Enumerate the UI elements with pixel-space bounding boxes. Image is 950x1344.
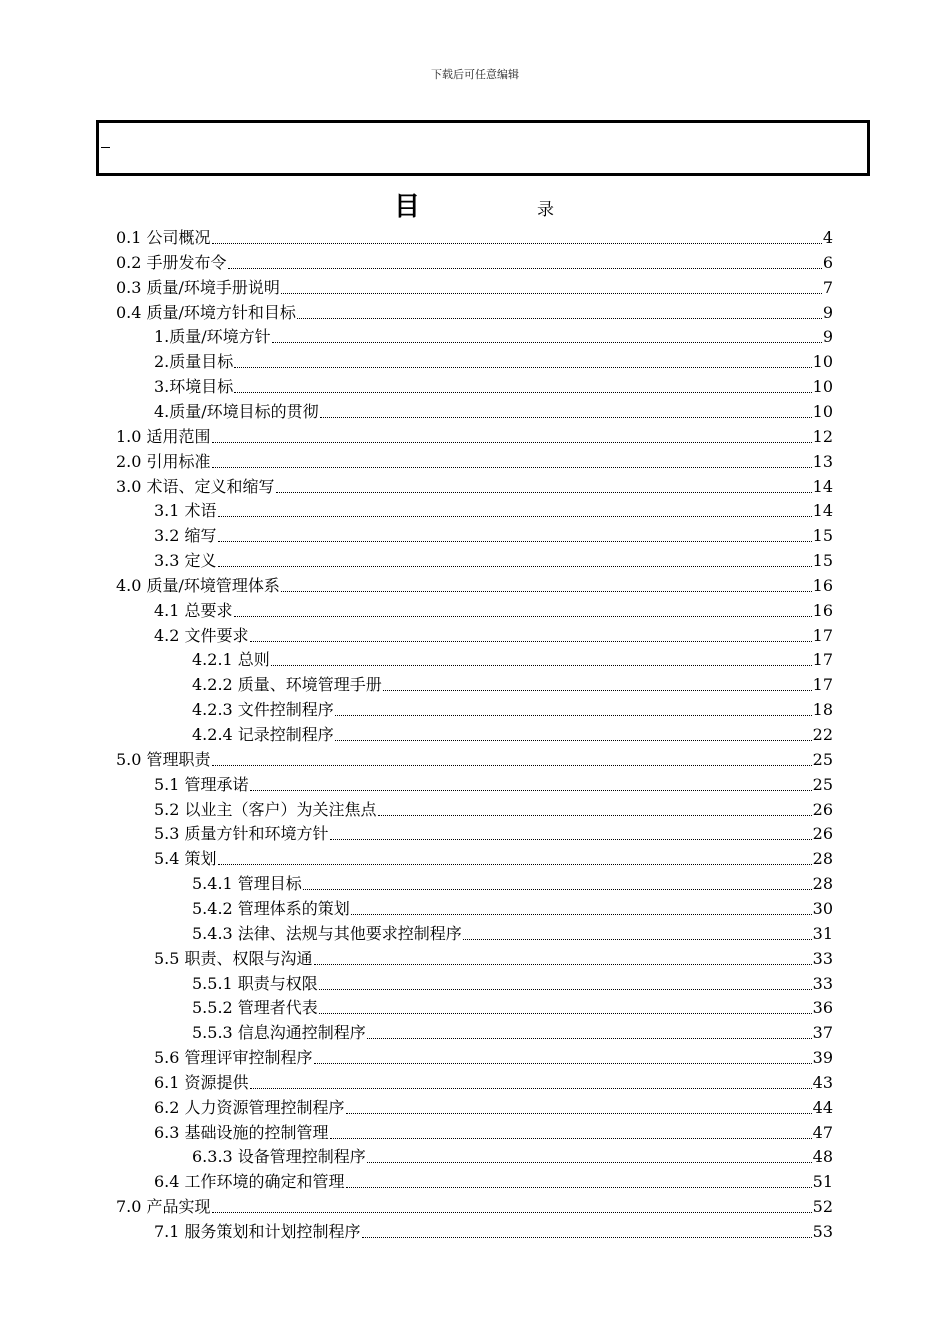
toc-entry[interactable] [154, 798, 833, 822]
toc-entry-page: 44 [812, 1098, 833, 1117]
toc-entry-leader [272, 325, 822, 343]
toc-entry-page: 7 [822, 278, 833, 297]
toc-entry-page: 53 [812, 1222, 833, 1241]
toc-entry-label: 5.6 管理评审控制程序 [154, 1048, 313, 1067]
toc-entry-page: 12 [812, 427, 833, 446]
toc-entry-label: 5.4.2 管理体系的策划 [192, 899, 350, 918]
toc-entry[interactable] [116, 226, 833, 250]
toc-entry-leader [346, 1170, 812, 1188]
toc-entry[interactable] [154, 524, 833, 548]
toc-entry-leader [250, 1071, 812, 1089]
toc-entry[interactable] [154, 624, 833, 648]
toc-entry-leader [212, 748, 812, 766]
toc-entry-leader [320, 400, 812, 418]
toc-entry-leader [303, 872, 812, 890]
toc-entry-label: 4.2.4 记录控制程序 [192, 725, 334, 744]
toc-entry-page: 14 [812, 501, 833, 520]
toc-entry-leader [281, 574, 812, 592]
toc-entry-label: 6.1 资源提供 [154, 1073, 249, 1092]
toc-entry[interactable] [154, 1220, 833, 1244]
toc-entry-leader [212, 1195, 812, 1213]
toc-entry-label: 5.3 质量方针和环境方针 [154, 824, 329, 843]
toc-entry-page: 33 [812, 974, 833, 993]
toc-entry[interactable] [154, 549, 833, 573]
toc-entry-page: 52 [812, 1197, 833, 1216]
toc-entry-label: 4.2.1 总则 [192, 650, 270, 669]
toc-entry-label: 7.0 产品实现 [116, 1197, 211, 1216]
toc-entry[interactable] [116, 748, 833, 772]
toc-entry-page: 28 [812, 874, 833, 893]
toc-entry[interactable] [154, 847, 833, 871]
toc-entry[interactable] [192, 922, 833, 946]
toc-entry-leader [218, 549, 812, 567]
toc-entry[interactable] [154, 773, 833, 797]
toc-entry-leader [250, 773, 812, 791]
toc-entry-page: 18 [812, 700, 833, 719]
toc-entry[interactable] [192, 673, 833, 697]
toc-entry-page: 43 [812, 1073, 833, 1092]
toc-entry-page: 31 [812, 924, 833, 943]
toc-entry-leader [335, 698, 812, 716]
toc-entry-label: 4.2.2 质量、环境管理手册 [192, 675, 382, 694]
toc-entry-leader [351, 897, 812, 915]
toc-entry[interactable] [192, 897, 833, 921]
toc-entry-page: 10 [812, 352, 833, 371]
toc-entry[interactable] [154, 325, 833, 349]
toc-entry-leader [276, 475, 812, 493]
toc-entry-page: 51 [812, 1172, 833, 1191]
toc-entry-label: 5.5.1 职责与权限 [192, 974, 318, 993]
toc-entry-leader [314, 947, 812, 965]
toc-entry-page: 33 [812, 949, 833, 968]
toc-entry-leader [212, 226, 822, 244]
toc-entry[interactable] [154, 1096, 833, 1120]
toc-entry-label: 6.3.3 设备管理控制程序 [192, 1147, 366, 1166]
toc-entry-page: 15 [812, 526, 833, 545]
toc-entry[interactable] [116, 251, 833, 275]
toc-entry[interactable] [192, 996, 833, 1020]
toc-entry[interactable] [192, 1021, 833, 1045]
toc-entry-leader [234, 599, 812, 617]
toc-entry-label: 4.0 质量/环境管理体系 [116, 576, 280, 595]
toc-entry-page: 22 [812, 725, 833, 744]
toc-entry-leader [234, 375, 811, 393]
toc-entry[interactable] [116, 574, 833, 598]
title-box [96, 120, 870, 176]
page-header-note: 下载后可任意编辑 [431, 68, 519, 81]
toc-entry-leader [281, 276, 822, 294]
toc-entry[interactable] [192, 872, 833, 896]
toc-entry-leader [297, 301, 822, 319]
title-box-dash [101, 147, 110, 148]
toc-entry[interactable] [116, 450, 833, 474]
toc-entry-label: 0.3 质量/环境手册说明 [116, 278, 280, 297]
toc-entry-label: 3.3 定义 [154, 551, 217, 570]
toc-entry-label: 2.质量目标 [154, 352, 234, 371]
toc-entry-leader [367, 1145, 812, 1163]
toc-entry-label: 5.5.2 管理者代表 [192, 998, 318, 1017]
toc-entry-label: 5.5.3 信息沟通控制程序 [192, 1023, 366, 1042]
toc-entry-label: 4.2 文件要求 [154, 626, 249, 645]
toc-entry[interactable] [154, 350, 833, 374]
toc-entry-label: 5.1 管理承诺 [154, 775, 249, 794]
toc-entry-leader [218, 524, 812, 542]
toc-entry-leader [383, 673, 812, 691]
toc-entry-page: 9 [822, 327, 833, 346]
toc-entry-label: 4.2.3 文件控制程序 [192, 700, 334, 719]
toc-entry-label: 5.5 职责、权限与沟通 [154, 949, 313, 968]
toc-entry-label: 3.环境目标 [154, 377, 234, 396]
toc-entry-leader [250, 624, 812, 642]
toc-entry[interactable] [116, 276, 833, 300]
toc-entry-label: 5.2 以业主（客户）为关注焦点 [154, 800, 377, 819]
toc-entry-label: 1.质量/环境方针 [154, 327, 271, 346]
toc-entry-label: 3.1 术语 [154, 501, 217, 520]
toc-entry-label: 3.0 术语、定义和缩写 [116, 477, 275, 496]
toc-entry-leader [234, 350, 811, 368]
toc-entry[interactable] [154, 1046, 833, 1070]
toc-entry-label: 0.1 公司概况 [116, 228, 211, 247]
toc-entry-leader [319, 972, 812, 990]
toc-entry[interactable] [154, 822, 833, 846]
toc-entry[interactable] [192, 698, 833, 722]
toc-entry[interactable] [154, 400, 833, 424]
toc-entry-leader [463, 922, 812, 940]
toc-entry-page: 17 [812, 675, 833, 694]
toc-entry-page: 13 [812, 452, 833, 471]
toc-entry-page: 26 [812, 824, 833, 843]
toc-entry-page: 14 [812, 477, 833, 496]
toc-entry[interactable] [192, 723, 833, 747]
toc-heading [0, 186, 950, 220]
toc-entry-leader [362, 1220, 812, 1238]
toc-entry[interactable] [192, 1145, 833, 1169]
toc-entry-leader [346, 1096, 812, 1114]
toc-entry-label: 5.4.1 管理目标 [192, 874, 302, 893]
toc-entry[interactable] [154, 947, 833, 971]
toc-entry[interactable] [116, 425, 833, 449]
toc-entry-page: 28 [812, 849, 833, 868]
toc-entry-page: 39 [812, 1048, 833, 1067]
toc-entry-label: 5.4 策划 [154, 849, 217, 868]
toc-entry-leader [228, 251, 822, 269]
toc-entry-label: 4.1 总要求 [154, 601, 233, 620]
toc-entry-page: 25 [812, 750, 833, 769]
toc-entry[interactable] [116, 475, 833, 499]
toc-entry-page: 16 [812, 576, 833, 595]
toc-entry-leader [212, 425, 812, 443]
toc-entry-page: 25 [812, 775, 833, 794]
toc-entry-leader [330, 1121, 812, 1139]
toc-entry-page: 6 [822, 253, 833, 272]
toc-entry-leader [335, 723, 812, 741]
toc-entry-page: 17 [812, 650, 833, 669]
toc-entry-leader [330, 822, 812, 840]
toc-entry[interactable] [154, 1071, 833, 1095]
toc-entry-leader [314, 1046, 812, 1064]
toc-entry-label: 5.4.3 法律、法规与其他要求控制程序 [192, 924, 462, 943]
toc-entry-leader [212, 450, 812, 468]
toc-entry-label: 4.质量/环境目标的贯彻 [154, 402, 319, 421]
toc-entry[interactable] [116, 301, 833, 325]
toc-entry-page: 36 [812, 998, 833, 1017]
toc-entry[interactable] [154, 599, 833, 623]
toc-entry[interactable] [192, 972, 833, 996]
toc-entry-label: 5.0 管理职责 [116, 750, 211, 769]
toc-entry[interactable] [154, 375, 833, 399]
toc-entry-label: 6.4 工作环境的确定和管理 [154, 1172, 345, 1191]
toc-entry-leader [378, 798, 812, 816]
toc-entry-label: 6.3 基础设施的控制管理 [154, 1123, 329, 1142]
toc-entry[interactable] [154, 499, 833, 523]
toc-entry-label: 1.0 适用范围 [116, 427, 211, 446]
toc-heading-char-1: 目 [394, 192, 421, 222]
toc-entry-page: 15 [812, 551, 833, 570]
toc-entry-label: 6.2 人力资源管理控制程序 [154, 1098, 345, 1117]
toc-entry-leader [271, 648, 812, 666]
toc-entry-page: 17 [812, 626, 833, 645]
toc-entry-label: 2.0 引用标准 [116, 452, 211, 471]
toc-entry-leader [319, 996, 812, 1014]
toc-entry-label: 0.4 质量/环境方针和目标 [116, 303, 296, 322]
toc-entry-page: 30 [812, 899, 833, 918]
toc-entry-page: 4 [822, 228, 833, 247]
toc-entry-label: 7.1 服务策划和计划控制程序 [154, 1222, 361, 1241]
toc-entry-page: 47 [812, 1123, 833, 1142]
toc-entry-label: 0.2 手册发布令 [116, 253, 227, 272]
toc-entry-leader [367, 1021, 812, 1039]
toc-entry-page: 26 [812, 800, 833, 819]
toc-entry-page: 10 [812, 402, 833, 421]
toc-entry[interactable] [154, 1170, 833, 1194]
toc-entry-page: 16 [812, 601, 833, 620]
toc-entry-page: 9 [822, 303, 833, 322]
toc-entry-page: 37 [812, 1023, 833, 1042]
toc-heading-char-2: 录 [537, 200, 554, 220]
toc-entry[interactable] [192, 648, 833, 672]
toc-entry-page: 48 [812, 1147, 833, 1166]
toc-entry-leader [218, 499, 812, 517]
toc-entry-label: 3.2 缩写 [154, 526, 217, 545]
toc-entry-page: 10 [812, 377, 833, 396]
toc-entry[interactable] [116, 1195, 833, 1219]
toc-entry[interactable] [154, 1121, 833, 1145]
toc-entry-leader [218, 847, 812, 865]
